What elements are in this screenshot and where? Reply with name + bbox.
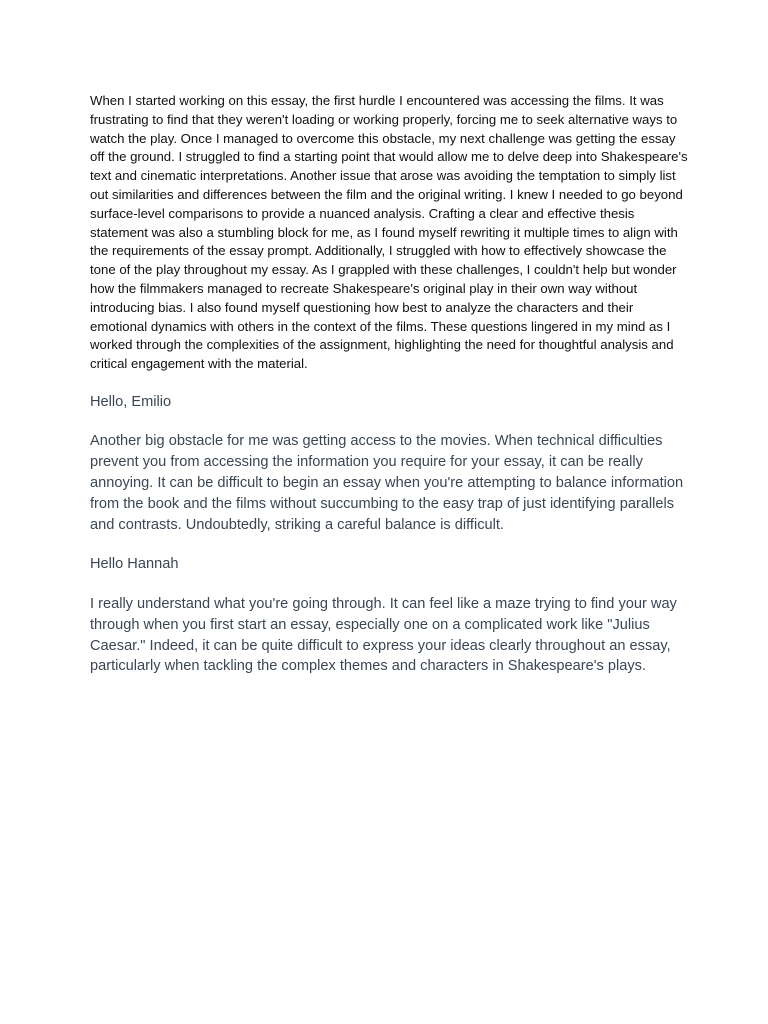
reply-paragraph-emilio: Another big obstacle for me was getting access to the movies. When technical difficulties prevent you from accessing the information you require for your essay, it can be really annoying. It can be difficult to begin an essay when you're attempting to balance information from the book and the films without succumbing to the easy trap of just identifying parallels and contrasts. Undoubtedly, striking a careful balance is difficult. <box>90 433 684 533</box>
main-paragraph: When I started working on this essay, the first hurdle I encountered was accessing the films. It was frustrating to find that they weren't loading or working properly, forcing me to seek alternative ways to watch the play. Once I managed to overcome this obstacle, my next challenge was getting the essay off the ground. I struggled to find a starting point that would allow me to delve deep into Shakespeare's text and cinematic interpretations. Another issue that arose was avoiding the temptation to simply list out similarities and differences between the film and the original writing. I knew I needed to go beyond surface-level comparisons to provide a nuanced analysis. Crafting a clear and effective thesis statement was also a stumbling block for me, as I found myself rewriting it multiple times to align with the requirements of the essay prompt. Additionally, I struggled with how to effectively showcase the tone of the play throughout my essay. As I grappled with these challenges, I couldn't help but wonder how the filmmakers managed to recreate Shakespeare's original play in their own way without introducing bias. I also found myself questioning how best to analyze the characters and their emotional dynamics with others in the context of the films. These questions lingered in my mind as I worked through the complexities of the assignment, highlighting the need for thoughtful analysis and critical engagement with the material. <box>90 93 688 372</box>
document-page <box>90 92 690 677</box>
reply-paragraph-hannah: I really understand what you're going through. It can feel like a maze trying to find your way through when you first start an essay, especially one on a complicated work like "Julius Caesar." Indeed, it can be quite difficult to express your ideas clearly throughout an essay, particularly when tackling the complex themes and characters in Shakespeare's plays. <box>90 595 677 675</box>
greeting-emilio: Hello, Emilio <box>90 393 172 410</box>
greeting-hannah: Hello Hannah <box>90 556 179 573</box>
